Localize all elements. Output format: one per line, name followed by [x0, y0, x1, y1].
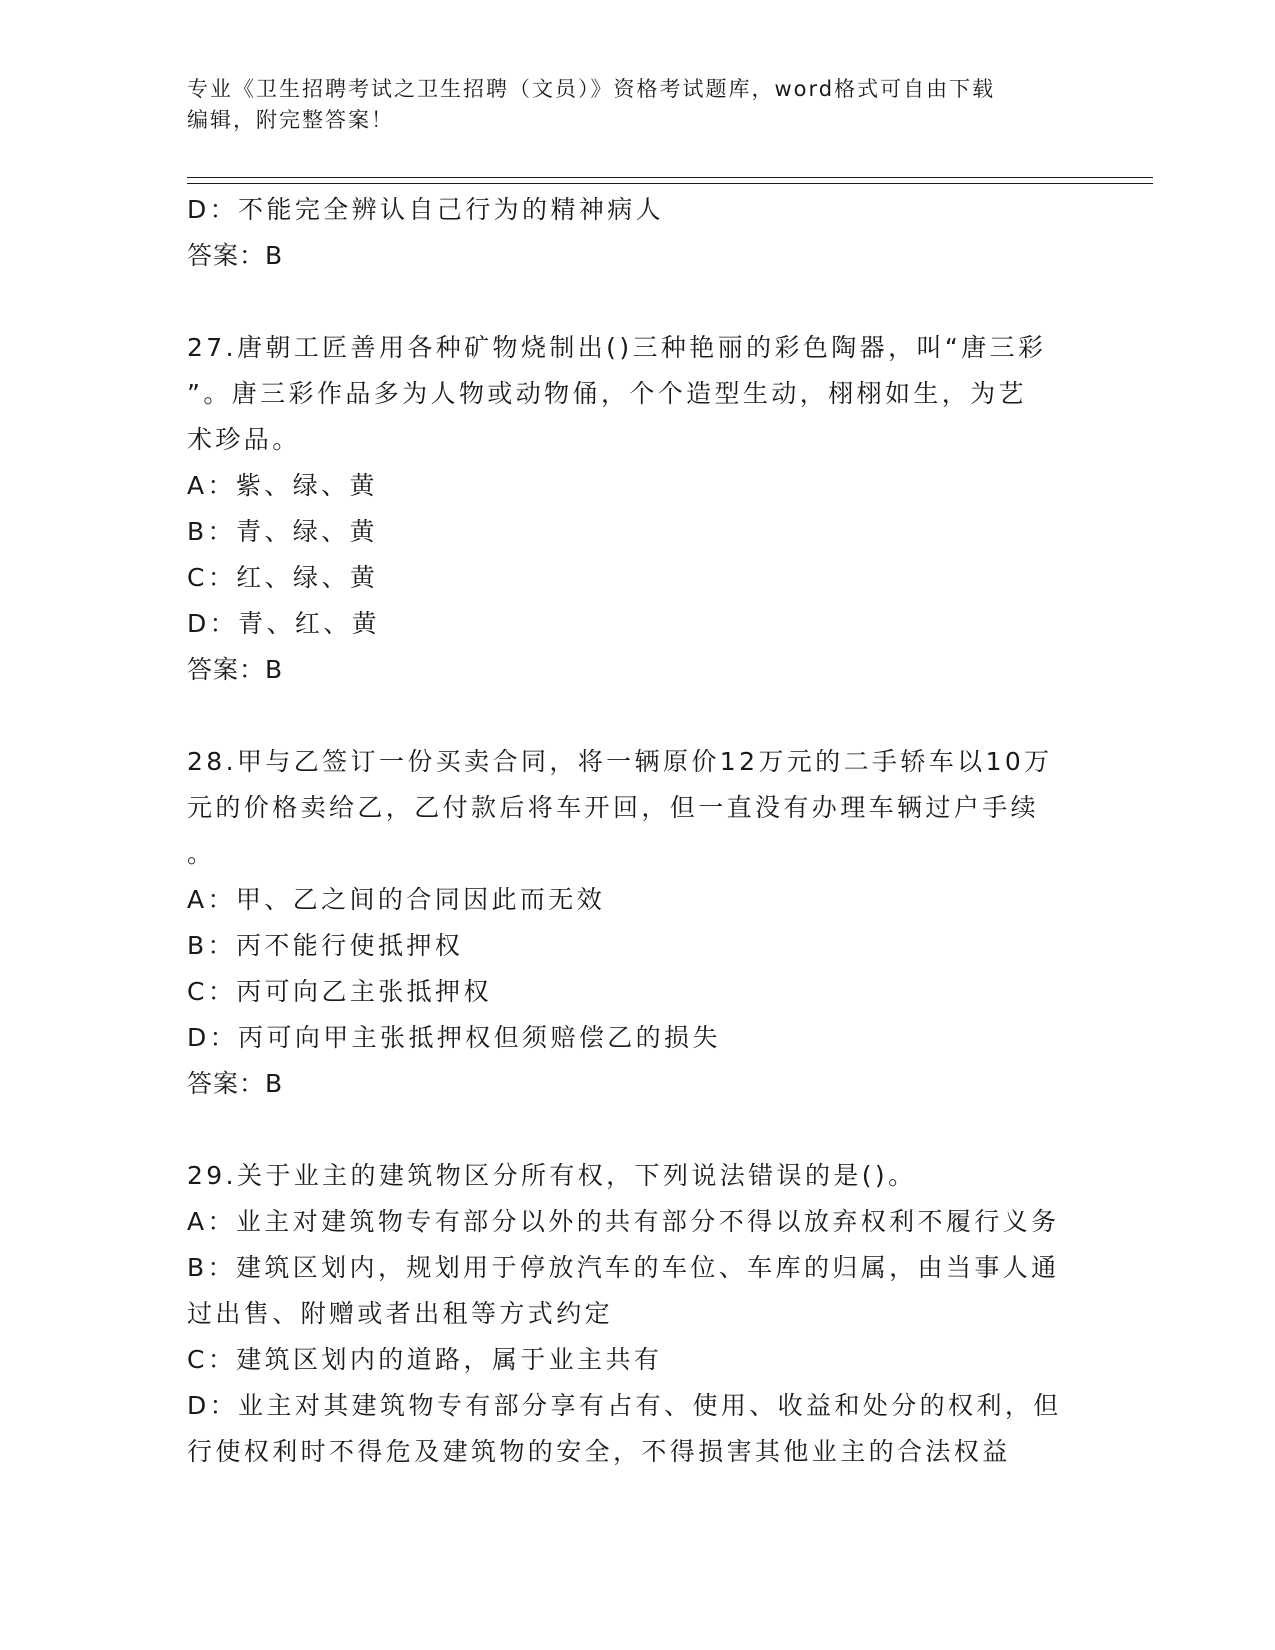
- header-divider-top: [187, 177, 1153, 178]
- question-content: [187, 187, 1067, 1475]
- header-line-2: 编辑，附完整答案！: [187, 108, 394, 132]
- q26-answer: 答案：B: [187, 241, 284, 270]
- q28-option-d: D：丙可向甲主张抵押权但须赔偿乙的损失: [187, 1023, 721, 1052]
- question-28: [187, 739, 1067, 1107]
- q26-option-d: D：不能完全辨认自己行为的精神病人: [187, 195, 665, 224]
- q27-option-b: B：青、绿、黄: [187, 517, 378, 546]
- q27-stem-line-1: 27.唐朝工匠善用各种矿物烧制出()三种艳丽的彩色陶器，叫“唐三彩: [187, 333, 1047, 362]
- q28-option-a: A：甲、乙之间的合同因此而无效: [187, 885, 606, 914]
- q28-stem-line-3: 。: [187, 839, 216, 868]
- q29-option-d-line-2: 行使权利时不得危及建筑物的安全，不得损害其他业主的合法权益: [187, 1437, 1011, 1466]
- spacer: [187, 279, 1067, 325]
- q27-stem-line-3: 术珍品。: [187, 425, 301, 454]
- q29-stem-line-1: 29.关于业主的建筑物区分所有权，下列说法错误的是()。: [187, 1161, 917, 1190]
- q28-answer: 答案：B: [187, 1069, 284, 1098]
- q28-option-c: C：丙可向乙主张抵押权: [187, 977, 492, 1006]
- q28-stem-line-1: 28.甲与乙签订一份买卖合同，将一辆原价12万元的二手轿车以10万: [187, 747, 1053, 776]
- q29-option-b-line-1: B：建筑区划内，规划用于停放汽车的车位、车库的归属，由当事人通: [187, 1253, 1060, 1282]
- question-29: [187, 1153, 1067, 1475]
- question-27: [187, 325, 1067, 693]
- header-divider-bottom: [187, 183, 1153, 184]
- q29-option-b-line-2: 过出售、附赠或者出租等方式约定: [187, 1299, 614, 1328]
- q27-answer: 答案：B: [187, 655, 284, 684]
- q27-option-a: A：紫、绿、黄: [187, 471, 378, 500]
- spacer: [187, 1107, 1067, 1153]
- q27-stem-line-2: ”。唐三彩作品多为人物或动物俑，个个造型生动，栩栩如生，为艺: [187, 379, 1027, 408]
- header-line-1: 专业《卫生招聘考试之卫生招聘（文员）》资格考试题库，word格式可自由下载: [187, 77, 996, 101]
- q28-stem-line-2: 元的价格卖给乙，乙付款后将车开回，但一直没有办理车辆过户手续: [187, 793, 1040, 822]
- q29-option-a: A：业主对建筑物专有部分以外的共有部分不得以放弃权利不履行义务: [187, 1207, 1060, 1236]
- q28-option-b: B：丙不能行使抵押权: [187, 931, 464, 960]
- q29-option-c: C：建筑区划内的道路，属于业主共有: [187, 1345, 663, 1374]
- document-header: [187, 74, 1067, 136]
- spacer: [187, 693, 1067, 739]
- q27-option-d: D：青、红、黄: [187, 609, 381, 638]
- q29-option-d-line-1: D：业主对其建筑物专有部分享有占有、使用、收益和处分的权利，但: [187, 1391, 1062, 1420]
- q27-option-c: C：红、绿、黄: [187, 563, 379, 592]
- question-26: [187, 187, 1067, 279]
